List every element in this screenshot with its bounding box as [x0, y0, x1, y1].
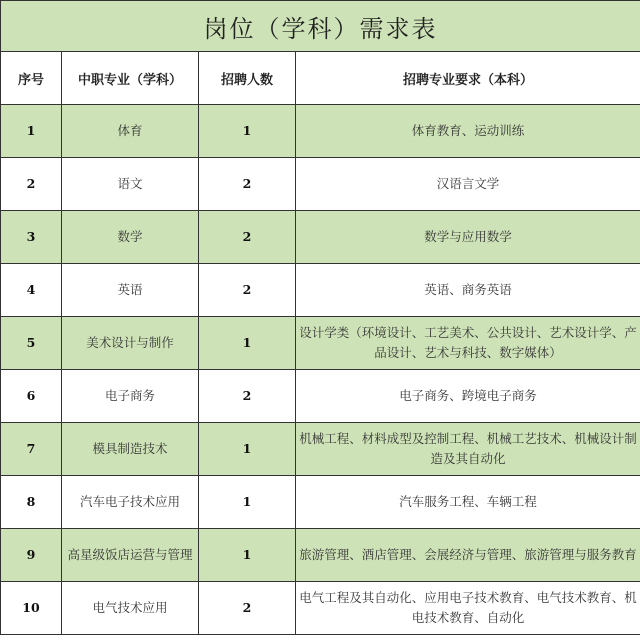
table-row [1, 264, 640, 317]
cell-requirement: 英语、商务英语 [296, 264, 640, 317]
cell-requirement: 电子商务、跨境电子商务 [296, 370, 640, 423]
cell-no: 10 [1, 582, 62, 635]
cell-no: 1 [1, 105, 62, 158]
header-requirement: 招聘专业要求（本科） [296, 52, 640, 105]
cell-count: 1 [199, 529, 296, 582]
cell-no: 8 [1, 476, 62, 529]
cell-requirement: 汽车服务工程、车辆工程 [296, 476, 640, 529]
cell-no: 6 [1, 370, 62, 423]
cell-no: 2 [1, 158, 62, 211]
cell-major: 电气技术应用 [62, 582, 199, 635]
cell-no: 5 [1, 317, 62, 370]
cell-no: 7 [1, 423, 62, 476]
cell-count: 2 [199, 264, 296, 317]
cell-no: 9 [1, 529, 62, 582]
title-row [1, 1, 640, 52]
table-row [1, 476, 640, 529]
cell-count: 2 [199, 582, 296, 635]
cell-major: 汽车电子技术应用 [62, 476, 199, 529]
cell-requirement: 机械工程、材料成型及控制工程、机械工艺技术、机械设计制造及其自动化 [296, 423, 640, 476]
cell-count: 2 [199, 158, 296, 211]
header-row [1, 52, 640, 105]
cell-count: 1 [199, 105, 296, 158]
cell-count: 1 [199, 423, 296, 476]
table-row [1, 370, 640, 423]
table-row [1, 529, 640, 582]
cell-count: 1 [199, 476, 296, 529]
table-row [1, 158, 640, 211]
cell-count: 1 [199, 317, 296, 370]
cell-major: 语文 [62, 158, 199, 211]
table-row [1, 317, 640, 370]
cell-requirement: 数学与应用数学 [296, 211, 640, 264]
cell-requirement: 汉语言文学 [296, 158, 640, 211]
table-row [1, 582, 640, 635]
cell-no: 3 [1, 211, 62, 264]
cell-count: 2 [199, 370, 296, 423]
table-row [1, 423, 640, 476]
header-major: 中职专业（学科） [62, 52, 199, 105]
cell-major: 体育 [62, 105, 199, 158]
cell-major: 英语 [62, 264, 199, 317]
cell-requirement: 体育教育、运动训练 [296, 105, 640, 158]
cell-no: 4 [1, 264, 62, 317]
cell-major: 数学 [62, 211, 199, 264]
cell-major: 电子商务 [62, 370, 199, 423]
header-no: 序号 [1, 52, 62, 105]
table-row [1, 211, 640, 264]
table-row [1, 105, 640, 158]
table-title: 岗位（学科）需求表 [1, 1, 640, 52]
header-count: 招聘人数 [199, 52, 296, 105]
cell-requirement: 设计学类（环境设计、工艺美术、公共设计、艺术设计学、产品设计、艺术与科技、数字媒体） [296, 317, 640, 370]
cell-major: 模具制造技术 [62, 423, 199, 476]
cell-requirement: 电气工程及其自动化、应用电子技术教育、电气技术教育、机电技术教育、自动化 [296, 582, 640, 635]
cell-count: 2 [199, 211, 296, 264]
cell-major: 高星级饭店运营与管理 [62, 529, 199, 582]
cell-requirement: 旅游管理、酒店管理、会展经济与管理、旅游管理与服务教育 [296, 529, 640, 582]
cell-major: 美术设计与制作 [62, 317, 199, 370]
